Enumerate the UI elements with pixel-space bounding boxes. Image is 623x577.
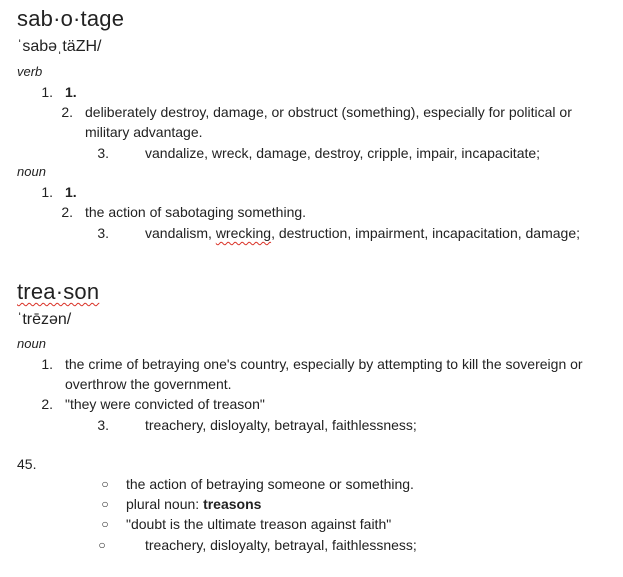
synonyms-text: treachery, disloyalty, betrayal, faithlessness; — [145, 417, 417, 433]
list-number: 2. — [61, 104, 73, 120]
pos-label-noun: noun — [17, 164, 46, 179]
spellcheck-flagged-word[interactable]: trea·son — [17, 279, 100, 304]
stray-list-number: 45. — [17, 456, 37, 472]
list-number: 3. — [97, 225, 109, 241]
list-number: 3. — [97, 145, 109, 161]
definition-text: the action of sabotaging something. — [85, 204, 307, 220]
definition-text: the crime of betraying one's country, especially by attempting to kill the sovereign or — [65, 356, 583, 372]
definition-text-cont: military advantage. — [85, 124, 203, 140]
bullet-circle-icon: ○ — [98, 538, 106, 552]
plural-noun-value: treasons — [203, 496, 262, 512]
list-number: 2. — [61, 204, 73, 220]
pos-label-noun: noun — [17, 336, 46, 351]
bullet-circle-icon: ○ — [101, 477, 109, 491]
bullet-circle-icon: ○ — [101, 497, 109, 511]
definition-item: 1. — [65, 184, 77, 200]
definition-text: deliberately destroy, damage, or obstruct (something), especially for political or — [85, 104, 572, 120]
plural-noun-label: plural noun: — [126, 496, 204, 512]
list-number: 2. — [41, 396, 53, 412]
synonyms-text — [145, 225, 580, 241]
spellcheck-flagged-word[interactable]: wrecking — [215, 225, 272, 241]
list-number: 1. — [41, 184, 53, 200]
synonyms-text-part: vandalism, — [145, 225, 216, 241]
example-quote: "they were convicted of treason" — [65, 396, 265, 412]
pos-label-verb: verb — [17, 64, 43, 79]
list-number: 1. — [41, 356, 53, 372]
definition-text-cont: overthrow the government. — [65, 376, 232, 392]
definition-item: 1. — [65, 84, 77, 100]
bullet-circle-icon: ○ — [101, 517, 109, 531]
synonyms-text: vandalize, wreck, damage, destroy, cripple, impair, incapacitate; — [145, 145, 541, 161]
pronunciation-treason: ˈtrēzən/ — [17, 311, 72, 328]
headword-sabotage: sab·o·tage — [17, 6, 125, 31]
list-number: 1. — [41, 84, 53, 100]
synonyms-text-part: , destruction, impairment, incapacitation, damage; — [271, 225, 580, 241]
plural-noun-line — [126, 496, 261, 512]
sense-text: the action of betraying someone or something. — [126, 476, 414, 492]
example-quote: "doubt is the ultimate treason against faith" — [126, 516, 392, 532]
list-number: 3. — [97, 417, 109, 433]
synonyms-text: treachery, disloyalty, betrayal, faithlessness; — [145, 537, 417, 553]
headword-treason — [17, 279, 99, 305]
pronunciation-sabotage: ˈsabəˌtäZH/ — [17, 38, 102, 55]
